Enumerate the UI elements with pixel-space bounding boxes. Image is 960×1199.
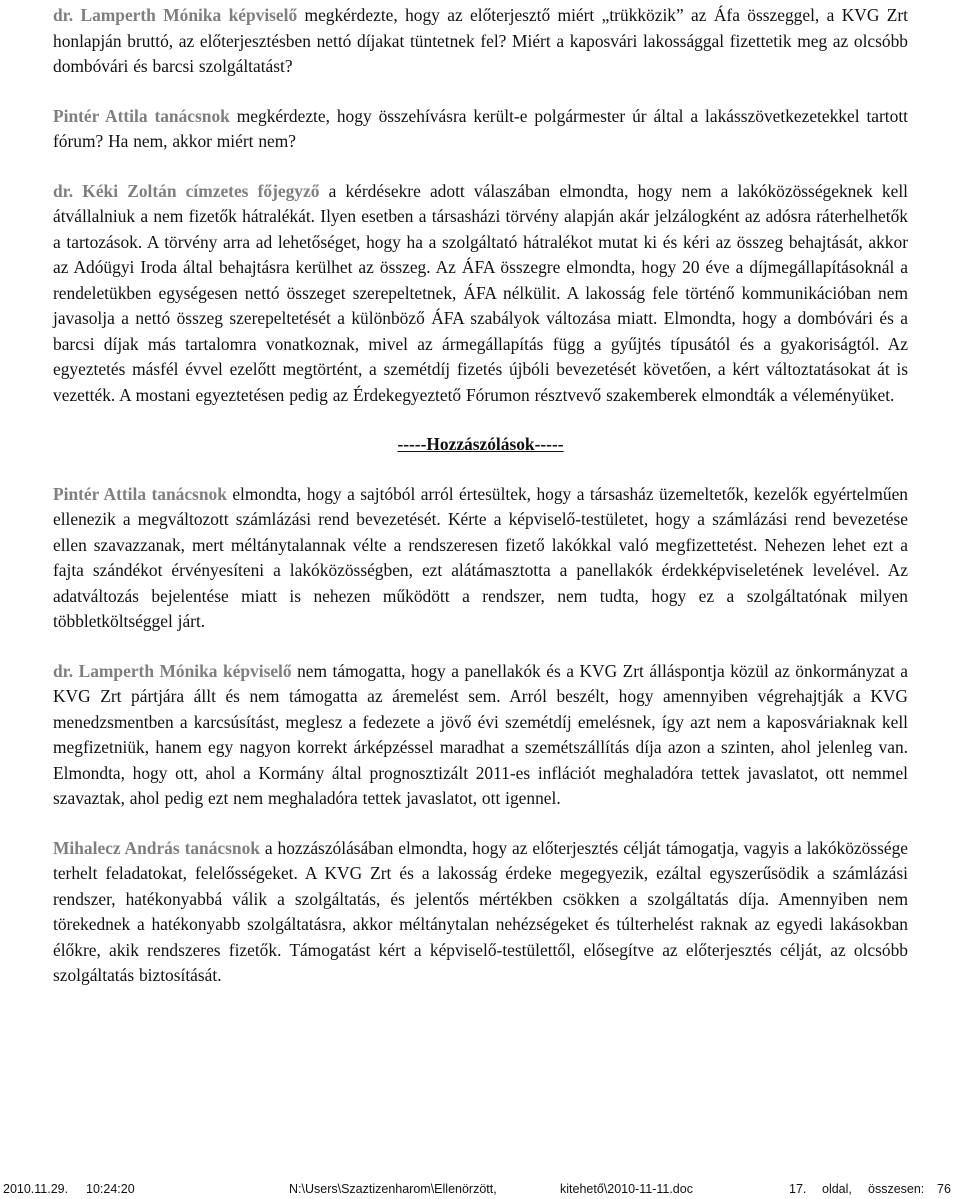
paragraph-lamperth-question xyxy=(53,3,908,80)
comment-pinter xyxy=(53,482,908,635)
speaker-name: Pintér Attila tanácsnok xyxy=(53,105,230,126)
footer-date: 2010.11.29. xyxy=(3,1182,69,1196)
comment-lamperth xyxy=(53,659,908,812)
footer-page-label: oldal, xyxy=(822,1182,852,1196)
document-page xyxy=(53,0,908,989)
comment-text: elmondta, hogy a sajtóból arról értesültek, hogy a társasház üzemeltetők, kezelők egyértelműen ellenezik a megváltozott számlázási rend bevezetését. Kérte a képviselő-testületet, hogy a számlázási rend bevezetése ellen szavazzanak, mert méltánytalannak vélte a rendszeresen fizető lakókkal való megfizettetést. Nehezen lehet ezt a fajta szándékot érvényesíteni a lakóközösségben, ezt alátámasztotta a panellakók érdekképviseletének levelével. Az adatváltozás bejelentése miatt is nehezen működött a rendszer, nem tudta, hogy ez a szolgáltatónak milyen többletköltséggel járt. xyxy=(53,483,908,631)
paragraph-text: megkérdezte, hogy az előterjesztő miért „trükközik” az Áfa összeggel, a KVG Zrt honlapján bruttó, az előterjesztésben nettó díjakat tüntetnek fel? Miért a kaposvári lakossággal fizettetik meg az olcsóbb dombóvári és barcsi szolgáltatást? xyxy=(53,5,908,76)
comment-text: nem támogatta, hogy a panellakók és a KVG Zrt álláspontja közül az önkormányzat a KVG Zrt pártjára állt és nem támogatta az áremelést sem. Arról beszélt, hogy amennyiben végrehajtják a KVG menedzsmentben a karcsúsítást, meglesz a fedezete a jövő évi szemétdíj emelésnek, így azt nem a kaposváriaknak kell megfizetniük, hanem egy nagyon korrekt árképzéssel maradhat a szemétszállítás díja azon a szinten, ahol jelenleg van. Elmondta, hogy ott, ahol a Kormány által prognosztizált 2011-es inflációt meghaladóra tettek javaslatot, ott nemmel szavaztak, ahol pedig ezt nem meghaladóra tettek javaslatot, ott igennel. xyxy=(53,660,908,808)
footer-total: 76 xyxy=(937,1182,951,1196)
footer-page-number: 17. xyxy=(789,1182,807,1196)
footer-total-label: összesen: xyxy=(868,1182,925,1196)
paragraph-text: a kérdésekre adott válaszában elmondta, hogy nem a lakóközösségeknek kell átvállalniuk a nem fizetők hátralékát. Ilyen esetben a társasházi törvény alapján akár jelzálogként az adósra ráterhelhetők a tartozások. A törvény arra ad lehetőséget, hogy ha a szolgáltató hátralékot mutat ki és kéri az összeg behajtását, akkor az Adóügyi Iroda által behajtásra kerülhet az összeg. Az ÁFA összegre elmondta, hogy 20 éve a díjmegállapításoknál a rendeletükben egységesen nettó összeget szerepeltetnek, ÁFA nélkülit. A lakosság fele történő kommunikációban nem javasolja a nettó összeg szerepeltetését a különböző ÁFA szabályok változása miatt. Elmondta, hogy a dombóvári és a barcsi díjak más tartalomra vonatkoznak, mivel az ármegállapítás függ a gyűjtés típusától és a gyakoriságtól. Az egyeztetés másfél évvel ezelőtt megtörtént, a szemétdíj fizetés újbóli bevezetését követően, a kért változtatásokat át is vezették. A mostani egyeztetésen pedig az Érdekegyeztető Fórumon résztvevő szakemberek elmondták a véleményüket. xyxy=(53,180,909,405)
speaker-name: Mihalecz András tanácsnok xyxy=(53,837,260,858)
page-footer xyxy=(0,1182,960,1198)
paragraph-text: megkérdezte, hogy összehívásra került-e polgármester úr által a lakásszövetkezetekkel tartott fórum? Ha nem, akkor miért nem? xyxy=(53,105,909,151)
comment-mihalecz xyxy=(53,836,908,989)
footer-file: kitehető\2010-11-11.doc xyxy=(560,1182,693,1196)
speaker-name: dr. Kéki Zoltán címzetes főjegyző xyxy=(53,180,320,201)
comment-text: a hozzászólásában elmondta, hogy az előterjesztés célját támogatja, vagyis a lakóközössége terhelt feladatokat, felelősségeket. A KVG Zrt és a lakosság érdeke megegyezik, ezáltal egyszerűsödik a számlázási rendszer, hatékonyabbá válik a szolgáltatás, és jelentős mértékben csökken a szolgáltatás díja. Amennyiben nem törekednek a hatékonyabb szolgáltatásra, akkor méltánytalan nehézségeket és túlterhelést raknak az egyedi lakásokban élőkre, akik rendszeres fizetők. Támogatást kért a képviselő-testülettől, elősegítve az előterjesztés célját, az olcsóbb szolgáltatás biztosítását. xyxy=(53,837,908,985)
speaker-name: dr. Lamperth Mónika képviselő xyxy=(53,5,298,25)
paragraph-keki-answer xyxy=(53,179,908,409)
speaker-name: dr. Lamperth Mónika képviselő xyxy=(53,660,292,681)
speaker-name: Pintér Attila tanácsnok xyxy=(53,483,227,504)
footer-time: 10:24:20 xyxy=(86,1182,135,1196)
footer-path: N:\Users\Szaztizenharom\Ellenörzött, xyxy=(289,1182,497,1196)
paragraph-pinter-question xyxy=(53,104,908,155)
section-heading: -----Hozzászólások----- xyxy=(397,434,564,454)
